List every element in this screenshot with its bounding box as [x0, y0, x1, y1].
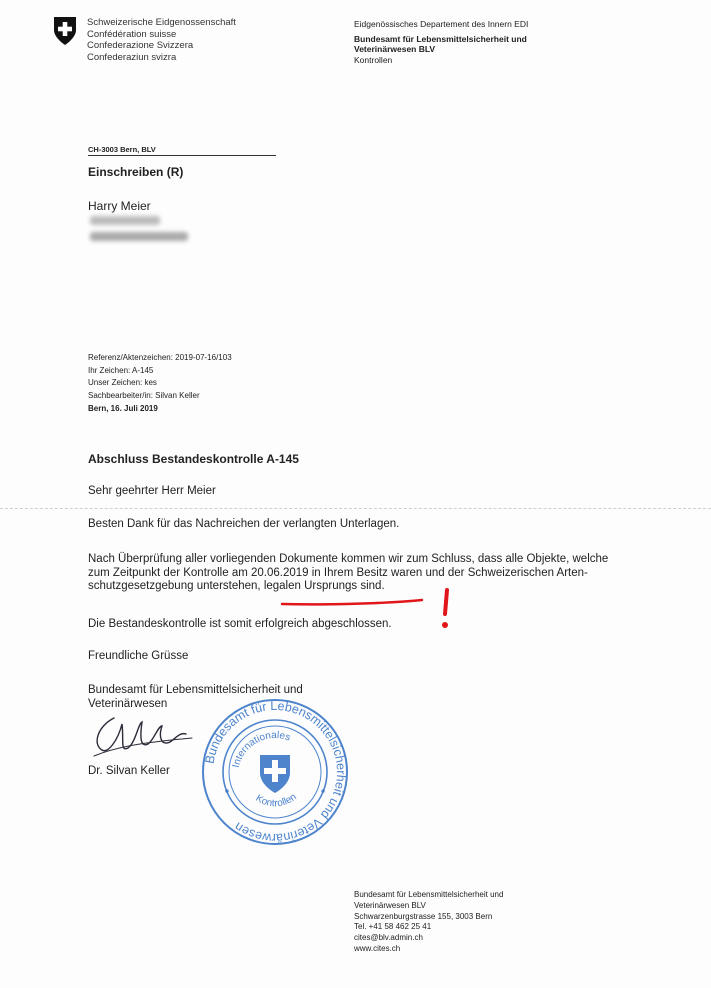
seal-crest-icon	[260, 755, 290, 793]
seal-inner-top-text: Internationales	[230, 729, 292, 769]
svg-text:Kontrollen	[254, 792, 299, 810]
sender-line: CH-3003 Bern, BLV	[88, 145, 276, 156]
signing-office-line2: Veterinärwesen	[88, 697, 168, 710]
footer-address: Schwarzenburgstrasse 155, 3003 Bern	[354, 911, 493, 921]
footer-contact	[354, 890, 503, 955]
confederation-names	[87, 17, 236, 63]
salutation: Sehr geehrter Herr Meier	[88, 485, 216, 497]
seal-inner-bottom-text: Kontrollen	[253, 791, 299, 810]
conclusion-line2: zum Zeitpunkt der Kontrolle am 20.06.2019 in Ihrem Besitz waren und der Schweizerischen Arten-	[88, 566, 588, 579]
red-annotation-mark	[240, 584, 470, 632]
confed-de: Schweizerische Eidgenossenschaft	[87, 17, 236, 28]
office-name-line2: Veterinärwesen BLV	[354, 44, 436, 54]
confed-rm: Confederaziun svizra	[87, 51, 177, 63]
confed-it: Confederazione Svizzera	[87, 40, 194, 51]
footer-office-line1: Bundesamt für Lebensmittelsicherheit und	[354, 890, 504, 899]
footer-phone: Tel. +41 58 462 25 41	[354, 922, 432, 932]
mail-type: Einschreiben (R)	[88, 165, 184, 179]
redacted-address-line1	[90, 216, 160, 225]
redacted-address-line2	[90, 232, 188, 241]
footer-website: www.cites.ch	[354, 943, 401, 953]
our-sign: Unser Zeichen: kes	[88, 378, 157, 387]
department-name: Eidgenössisches Departement des Innern EDI	[354, 19, 529, 29]
reference-number: Referenz/Aktenzeichen: 2019-07-16/103	[88, 353, 232, 362]
conclusion-line3: schutzgesetzgebung unterstehen, legalen Ursprungs sind.	[88, 580, 385, 592]
signer-name: Dr. Silvan Keller	[88, 765, 170, 777]
seal-outer-text: Bundesamt für Lebensmittelsicherheit und Veterinärwesen	[202, 698, 349, 846]
paragraph-completed: Die Bestandeskontrolle ist somit erfolgreich abgeschlossen.	[88, 618, 392, 630]
unit-name: Kontrollen	[354, 54, 393, 65]
footer-office-line2: Veterinärwesen BLV	[354, 900, 426, 910]
swiss-crest-icon	[53, 16, 77, 46]
department-block	[354, 19, 528, 65]
conclusion-line1: Nach Überprüfung aller vorliegenden Dokumente kommen wir zum Schluss, dass alle Objekte, welche	[88, 553, 609, 565]
letter-date: Bern, 16. Juli 2019	[88, 404, 158, 413]
official-seal	[200, 697, 350, 847]
office-name-line1: Bundesamt für Lebensmittelsicherheit und	[354, 33, 527, 44]
letter-subject: Abschluss Bestandeskontrolle A-145	[88, 452, 299, 466]
page-fold-line	[0, 508, 711, 509]
paragraph-thanks: Besten Dank für das Nachreichen der verlangten Unterlagen.	[88, 518, 400, 530]
clerk: Sachbearbeiter/in: Silvan Keller	[88, 390, 200, 400]
signing-office	[88, 684, 678, 711]
footer-email: cites@blv.admin.ch	[354, 933, 423, 943]
recipient-name: Harry Meier	[88, 199, 151, 213]
reference-block	[88, 352, 232, 402]
your-sign: Ihr Zeichen: A-145	[88, 365, 154, 375]
confed-fr: Confédération suisse	[87, 28, 177, 40]
handwritten-signature	[88, 712, 198, 762]
signing-office-line1: Bundesamt für Lebensmittelsicherheit und	[88, 684, 303, 696]
closing: Freundliche Grüsse	[88, 650, 189, 662]
